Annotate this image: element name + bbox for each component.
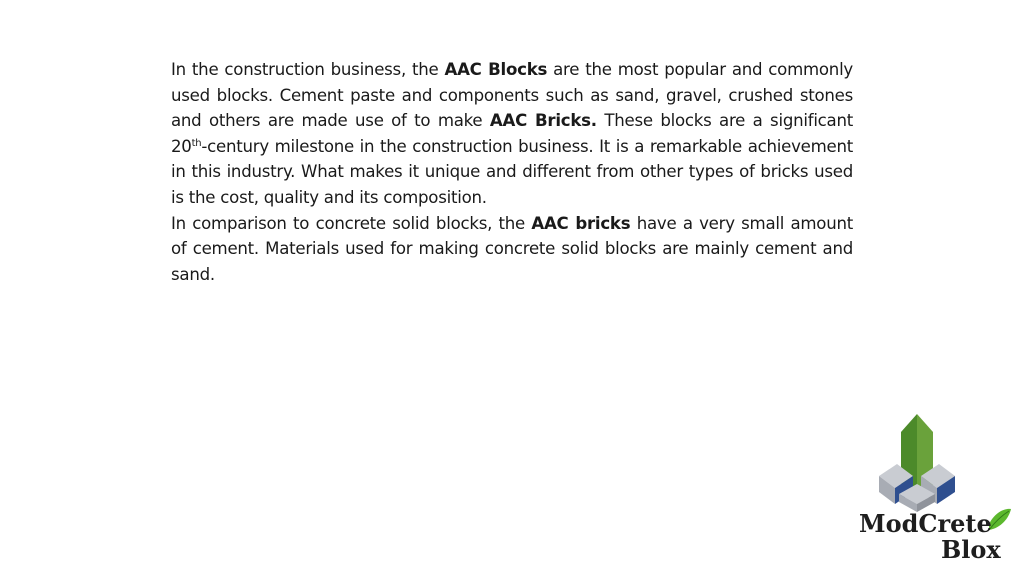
- logo-text-blox: Blox: [941, 535, 1001, 564]
- paragraph-aac-intro: [171, 57, 853, 211]
- modcrete-blox-logo: [855, 408, 1015, 568]
- superscript-th: th: [191, 137, 202, 149]
- text-segment: are the most popular and commonly used blocks. Cement paste and components such as sand, gravel, crushed stones and others are made use of to make: [171, 60, 854, 131]
- text-segment: In comparison to concrete solid blocks, the: [171, 213, 532, 233]
- leaf-icon: [989, 509, 1011, 530]
- text-segment: In the construction business, the: [171, 60, 445, 79]
- body-text: [171, 57, 853, 287]
- text-segment: -century milestone in the construction business. It is a remarkable achievement in this industry. What makes it unique and different from other types of bricks used is the cost, quality and its composition.: [171, 136, 853, 207]
- text-segment: have a very small amount of cement. Materials used for making concrete solid blocks are mainly cement and sand.: [171, 213, 854, 284]
- paragraph-comparison: [171, 211, 853, 288]
- bold-aac-bricks-2: AAC bricks: [531, 213, 631, 233]
- logo-text-modcrete: ModCrete: [859, 509, 992, 538]
- text-segment: These blocks are a significant 20: [171, 111, 853, 156]
- bold-aac-bricks: AAC Bricks.: [489, 111, 597, 131]
- bold-aac-blocks: AAC Blocks: [444, 60, 548, 79]
